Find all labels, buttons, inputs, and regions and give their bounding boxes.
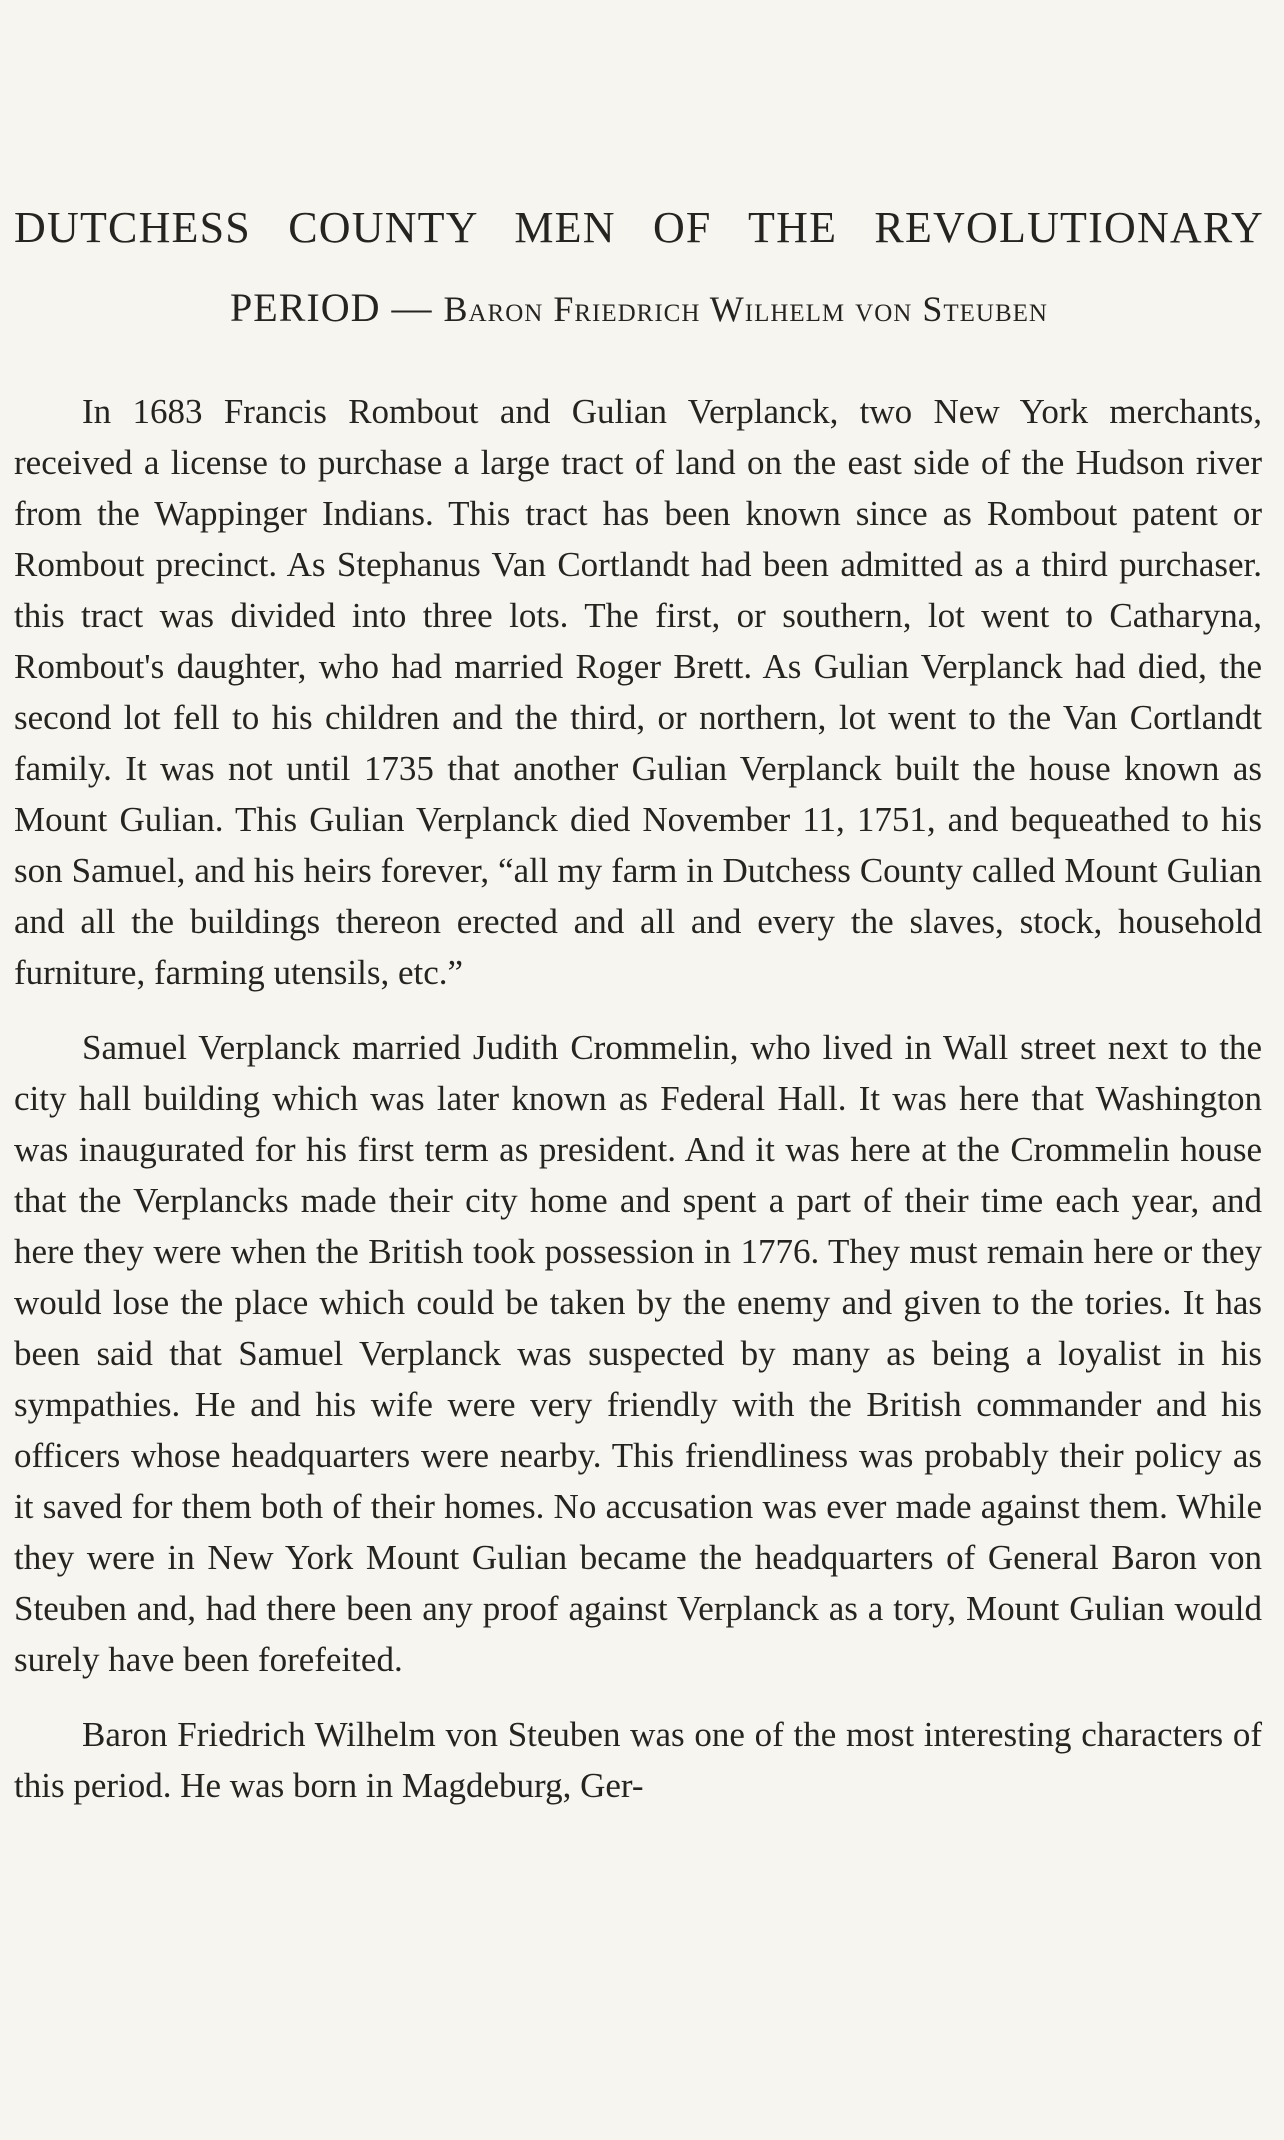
- title-subject: Baron Friedrich Wilhelm von Steuben: [443, 289, 1048, 329]
- title-period: PERIOD —: [230, 285, 444, 330]
- paragraph-von-steuben: Baron Friedrich Wilhelm von Steuben was one of the most interesting characters of this period. He was born in Magdeburg, Ger-: [14, 1715, 1262, 1805]
- body-text: [14, 386, 1262, 1811]
- title-line-1: DUTCHESS COUNTY MEN OF THE REVOLUTIONARY: [14, 203, 1264, 252]
- title-line-2: [14, 282, 1264, 335]
- paragraph-rombout-patent: In 1683 Francis Rombout and Gulian Verplanck, two New York merchants, received a license to purchase a large tract of land on the east side of the Hudson river from the Wappinger Indians. This tract has been known since as Rombout patent or Rombout precinct. As Stephanus Van Cortlandt had been admitted as a third purchaser. this tract was divided into three lots. The first, or southern, lot went to Catharyna, Rombout's daughter, who had married Roger Brett. As Gulian Verplanck had died, the second lot fell to his children and the third, or northern, lot went to the Van Cortlandt family. It was not until 1735 that another Gulian Verplanck built the house known as Mount Gulian. This Gulian Verplanck died November 11, 1751, and bequeathed to his son Samuel, and his heirs forever, “all my farm in Dutchess County called Mount Gulian and all the buildings thereon erected and all and every the slaves, stock, household furniture, farming utensils, etc.”: [14, 392, 1262, 992]
- paragraph-samuel-verplanck: Samuel Verplanck married Judith Crommelin, who lived in Wall street next to the city hall building which was later known as Federal Hall. It was here that Washington was inaugurated for his first term as president. And it was here at the Crommelin house that the Verplancks made their city home and spent a part of their time each year, and here they were when the British took possession in 1776. They must remain here or they would lose the place which could be taken by the enemy and given to the tories. It has been said that Samuel Verplanck was suspected by many as being a loyalist in his sympathies. He and his wife were very friendly with the British commander and his officers whose headquarters were nearby. This friendliness was probably their policy as it saved for them both of their homes. No accusation was ever made against them. While they were in New York Mount Gulian became the headquarters of General Baron von Steuben and, had there been any proof against Verplanck as a tory, Mount Gulian would surely have been forefeited.: [14, 1028, 1262, 1679]
- chapter-title: [14, 198, 1264, 335]
